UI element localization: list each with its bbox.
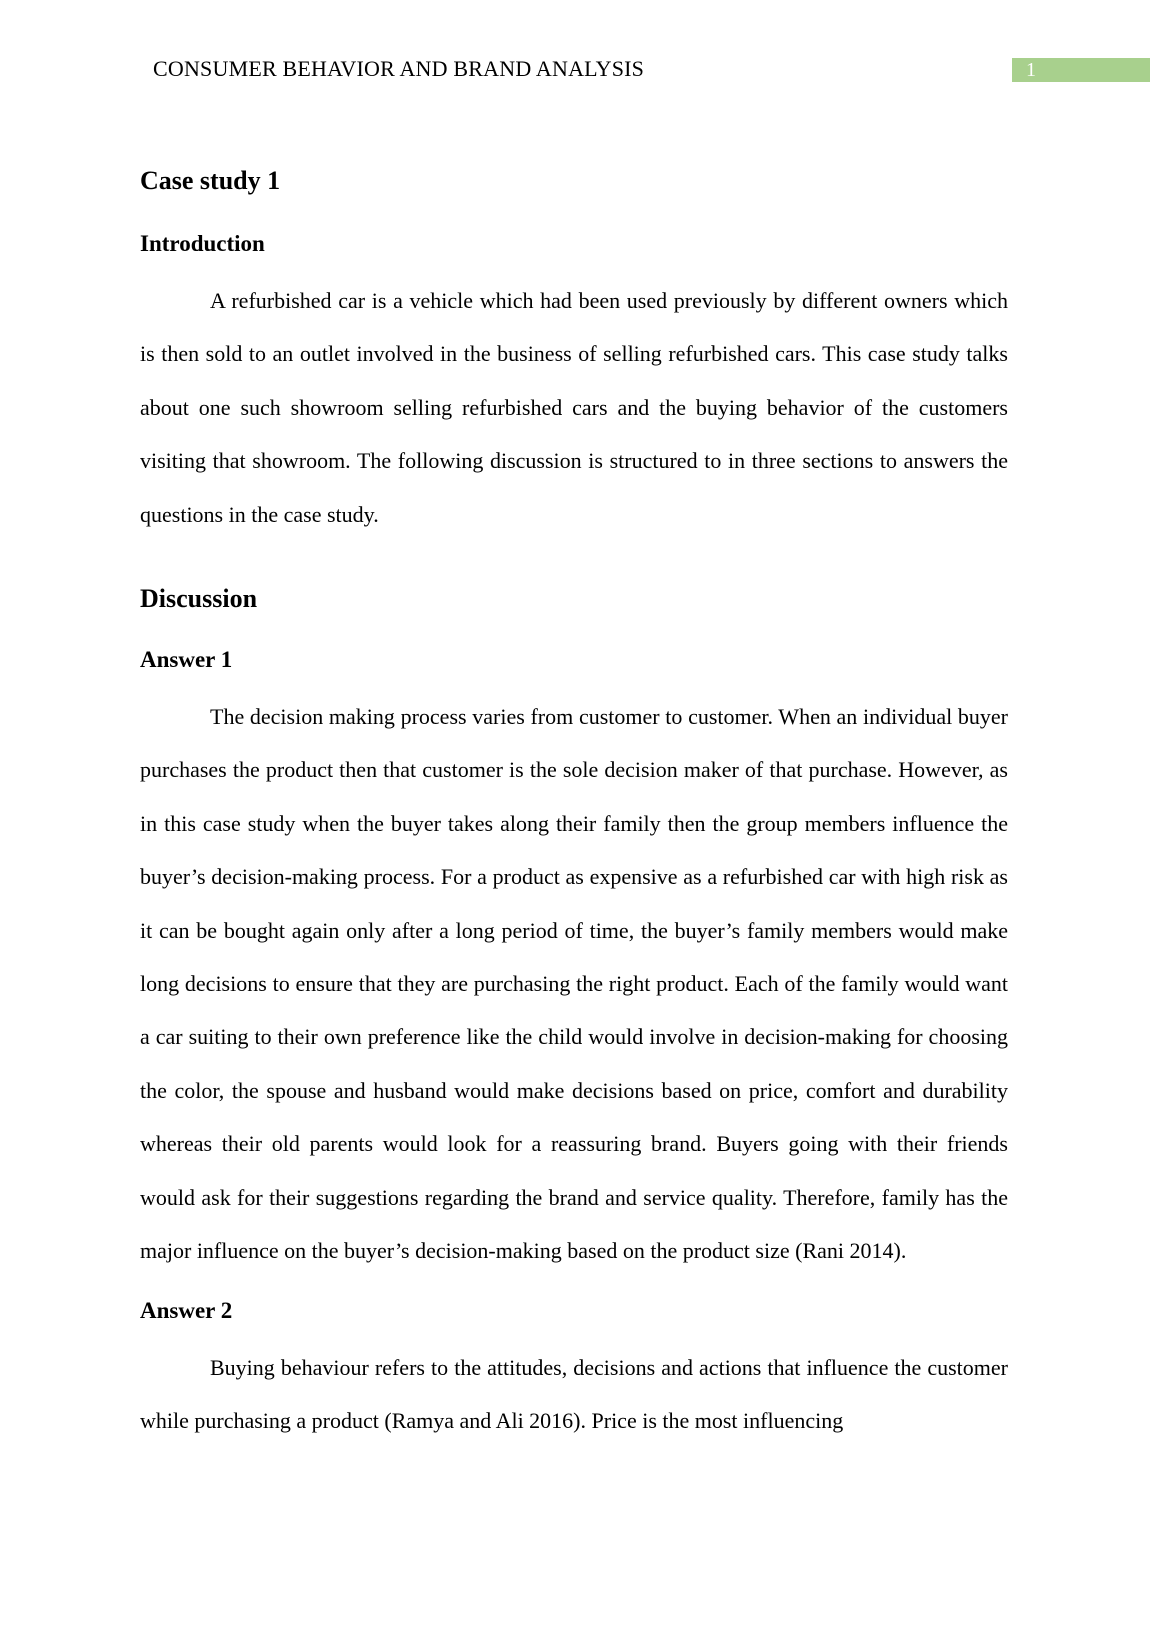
case-study-title: Case study 1: [140, 166, 281, 195]
answer-2-heading: Answer 2: [140, 1297, 233, 1323]
introduction-paragraph: A refurbished car is a vehicle which had been used previously by different owners which is then sold to an outlet involved in the business of selling refurbished cars. This case study talks about one such showroom selling refurbished cars and the buying behavior of the customers visiting that showroom. The following discussion is structured to in three sections to answers the questions in the case study.: [140, 288, 1008, 527]
discussion-heading: Discussion: [140, 584, 258, 614]
answer-1-paragraph: The decision making process varies from customer to customer. When an individual buyer purchases the product then that customer is the sole decision maker of that purchase. However, as in this case study when the buyer takes along their family then the group members influence the buyer’s decision-making process. For a product as expensive as a refurbished car with high risk as it can be bought again only after a long period of time, the buyer’s family members would make long decisions to ensure that they are purchasing the right product. Each of the family would want a car suiting to their own preference like the child would involve in decision-making for choosing the color, the spouse and husband would make decisions based on price, comfort and durability whereas their old parents would look for a reassuring brand. Buyers going with their friends would ask for their suggestions regarding the brand and service quality. Therefore, family has the major influence on the buyer’s decision-making based on the product size (Rani 2014).: [140, 704, 1008, 1264]
page-content: [140, 150, 1008, 1447]
answer-1-heading: Answer 1: [140, 647, 233, 673]
answer-2-paragraph: Buying behaviour refers to the attitudes, decisions and actions that influence the customer while purchasing a product (Ramya and Ali 2016). Price is the most influencing: [140, 1354, 1008, 1433]
introduction-heading: Introduction: [140, 231, 265, 256]
running-head: CONSUMER BEHAVIOR AND BRAND ANALYSIS: [153, 56, 645, 81]
page-number: 1: [1012, 58, 1150, 82]
